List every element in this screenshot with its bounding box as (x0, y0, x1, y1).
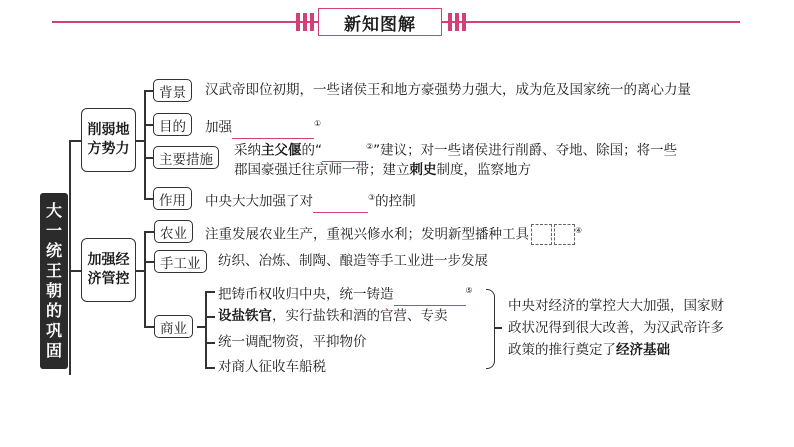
commerce-summary-line2: 政状况得到很大改善，为汉武帝许多 (508, 320, 724, 336)
connector-effect (144, 198, 153, 200)
connector-sub3 (205, 342, 215, 344)
commerce-summary-line1: 中央对经济的掌控大大加强，国家财 (508, 298, 724, 314)
text-handicraft: 纺织、冶炼、制陶、酿造等手工业进一步发展 (218, 253, 488, 269)
text-measures-line1 (234, 137, 677, 162)
mark-4: ④ (575, 226, 583, 235)
measures-kw-cishi: 刺史 (409, 162, 437, 178)
connector-cat2-out (136, 270, 144, 272)
blank-3[interactable] (313, 192, 368, 213)
blank-1[interactable] (232, 118, 314, 139)
label-commerce-text: 商业 (160, 320, 187, 337)
connector-root-cat2 (69, 270, 81, 272)
measures-post: ”建议；对一些诸侯进行削爵、夺地、除国；将一些 (373, 142, 678, 159)
purpose-pre: 加强 (205, 119, 232, 136)
connector-bg (144, 90, 153, 92)
agriculture-text: 注重发展农业生产，重视兴修水利；发明新型播种工具 (205, 226, 529, 243)
effect-pre: 中央大大加强了对 (205, 193, 313, 210)
measures-line2-post: 制度，监察地方 (436, 162, 531, 178)
sub1-pre: 把铸币权收归中央，统一铸造 (218, 286, 394, 303)
mark-3: ③ (368, 193, 376, 202)
label-commerce (154, 315, 193, 338)
blank-2[interactable] (322, 141, 366, 162)
sub2-post: ，实行盐铁和酒的官营、专卖 (272, 308, 448, 324)
text-commerce-sub4: 对商人征收车船税 (218, 359, 326, 375)
blank-box-4a[interactable] (531, 224, 552, 245)
label-purpose-text: 目的 (159, 118, 186, 135)
measures-q1: 的“ (301, 142, 322, 159)
category-1-title: 削弱地方势力 (87, 122, 130, 157)
connector-purpose (144, 124, 153, 126)
label-background-text: 背景 (159, 84, 186, 101)
connector-sub2 (205, 316, 215, 318)
mark-1: ① (314, 119, 322, 128)
connector-cat1-out (136, 140, 144, 142)
category-2-title: 加强经济管控 (87, 252, 130, 287)
header-line-left (52, 21, 318, 23)
summary-kw: 经济基础 (616, 342, 670, 358)
blank-box-4b[interactable] (554, 224, 575, 245)
commerce-summary-line3 (508, 340, 670, 360)
text-background: 汉武帝即位初期，一些诸侯王和地方豪强势力强大，成为危及国家统一的离心力量 (205, 82, 691, 98)
connector-sub4 (205, 367, 215, 369)
connector-root-cat1 (69, 140, 81, 142)
root-vertical-line (69, 140, 71, 375)
cat2-branch-line (144, 231, 146, 326)
label-agriculture (154, 220, 193, 243)
text-commerce-sub2 (218, 306, 448, 326)
label-handicraft-text: 手工业 (160, 255, 201, 272)
summary-line3-pre: 政策的推行奠定了 (508, 342, 616, 358)
connector-craft (144, 261, 154, 263)
commerce-branch-line (205, 291, 207, 367)
label-measures-text: 主要措施 (159, 151, 213, 168)
blank-5[interactable] (394, 285, 466, 306)
text-purpose (205, 114, 321, 139)
connector-commerce (144, 326, 154, 328)
header-line-right (442, 21, 740, 23)
effect-post: 的控制 (375, 193, 416, 210)
header-bars-left (296, 13, 314, 31)
cat1-branch-line (144, 90, 146, 198)
measures-pre: 采纳 (234, 142, 261, 159)
sub2-kw: 设盐铁官 (218, 308, 272, 324)
label-handicraft (154, 250, 207, 273)
mark-2: ② (366, 142, 374, 151)
label-background (153, 79, 192, 102)
text-measures-line2 (234, 160, 531, 180)
measures-kw-zhufuyan: 主父偃 (261, 142, 302, 159)
label-effect (153, 187, 192, 210)
category-economic-control (81, 238, 136, 302)
label-agriculture-text: 农业 (160, 225, 187, 242)
text-commerce-sub1 (218, 281, 473, 306)
header-title: 新知图解 (344, 14, 416, 35)
label-measures (153, 146, 219, 169)
connector-commerce-out (197, 326, 205, 328)
text-agriculture (205, 221, 582, 245)
header-box (318, 8, 442, 36)
text-effect (205, 188, 416, 213)
category-weaken-local-power (81, 108, 136, 172)
connector-agri (144, 231, 154, 233)
connector-sub1 (205, 291, 215, 293)
root-title: 大一统王朝的巩固 (46, 201, 63, 360)
label-effect-text: 作用 (159, 192, 186, 209)
header-bars-right (448, 13, 466, 31)
bracket-tip (494, 327, 502, 329)
root-node (40, 193, 68, 369)
commerce-bracket (486, 289, 495, 369)
mark-5: ⑤ (465, 286, 473, 295)
connector-measures (144, 157, 153, 159)
measures-line2-pre: 郡国豪强迁往京师一带；建立 (234, 162, 410, 178)
label-purpose (153, 113, 192, 136)
text-commerce-sub3: 统一调配物资，平抑物价 (218, 334, 367, 350)
